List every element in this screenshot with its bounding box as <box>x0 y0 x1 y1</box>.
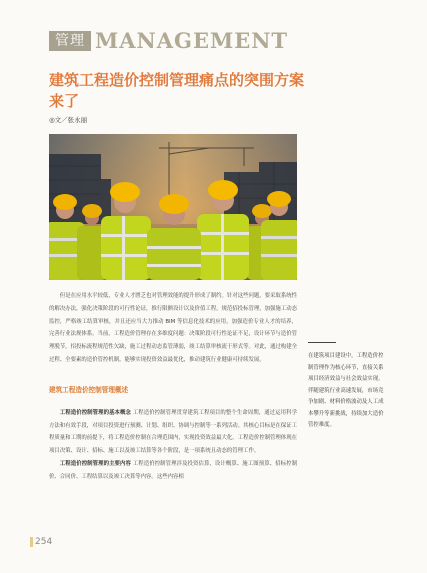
construction-workers-photo-illustration <box>49 134 297 280</box>
folio-marker <box>30 537 33 547</box>
section-tag-en: MANAGEMENT <box>95 28 289 53</box>
section-heading: 建筑工程造价控制管理概述 <box>49 385 129 394</box>
pull-quote <box>308 342 386 432</box>
page-number: 254 <box>35 537 53 547</box>
article-photo <box>49 134 297 280</box>
section-paragraph <box>49 407 297 458</box>
pull-quote-text: 在建筑项目建设中，工程造价控制管理作为核心环节，直接关系项目经济效益与社会效益实现。伴随建筑行业高速发展，市场竞争加剧、材料价格波动及人工成本攀升等新挑战，持续加大造价管控难度。 <box>308 353 384 428</box>
paragraph-lead: 工程造价控制管理的主要内容 <box>59 460 131 467</box>
article-title: 建筑工程造价控制管理痛点的突围方案来了 <box>49 71 305 110</box>
paragraph-text: 工程造价控制管理涉及投资估算，设计概算、施工图预算、招标控制价、合同价、工程结算以及竣工决算等内容。这些内容相 <box>49 460 297 480</box>
pull-quote-rule <box>308 342 336 343</box>
intro-paragraph: 但是在应用水平较低，专业人才匮乏也对管理效能的提升形成了制约。针对这些问题，要采取系统性的解决办法，强化决策阶段的可行性论证，推行限额设计以及价值工程，规范招投标管理，加强施工动态监控，严格竣工结算审核，并且还应当大力推动 BIM 等信息化技术的应用，加强造价专业人才的培养，完善行业法规体系。当前，工程造价管理存在多维度问题：决策阶段可行性论证不足，设计环节与造价管理脱节，招投标流程规范性欠缺，施工过程动态监管薄弱，竣工结算审核流于形式等。对此，通过构建全过程、全要素的造价管控机制，能够实现投资效益最优化，推动建筑行业健康可持续发展。 <box>49 293 297 363</box>
article-body <box>49 290 297 484</box>
section-paragraph <box>49 458 297 484</box>
paragraph-lead: 工程造价控制管理的基本概念 <box>59 409 131 416</box>
paragraph-text: 工程造价控制管理贯穿建筑工程项目的整个生命周期，通过运用科学方法和有效手段，对项目投资进行预测、计划、组织、协调与控制等一系列活动。其核心目标是在保证工程质量和工期的前提下，将工程造价控制在合理范围内，实现投资效益最大化。工程造价控制管理体现在项目决策、设计、招标、施工以及竣工结算等各个阶段，是一项系统且动态的管理工作。 <box>49 409 297 455</box>
section-header <box>49 28 289 53</box>
article-byline: ◎文／张永丽 <box>49 116 88 124</box>
section-tag-cn: 管理 <box>49 31 91 51</box>
